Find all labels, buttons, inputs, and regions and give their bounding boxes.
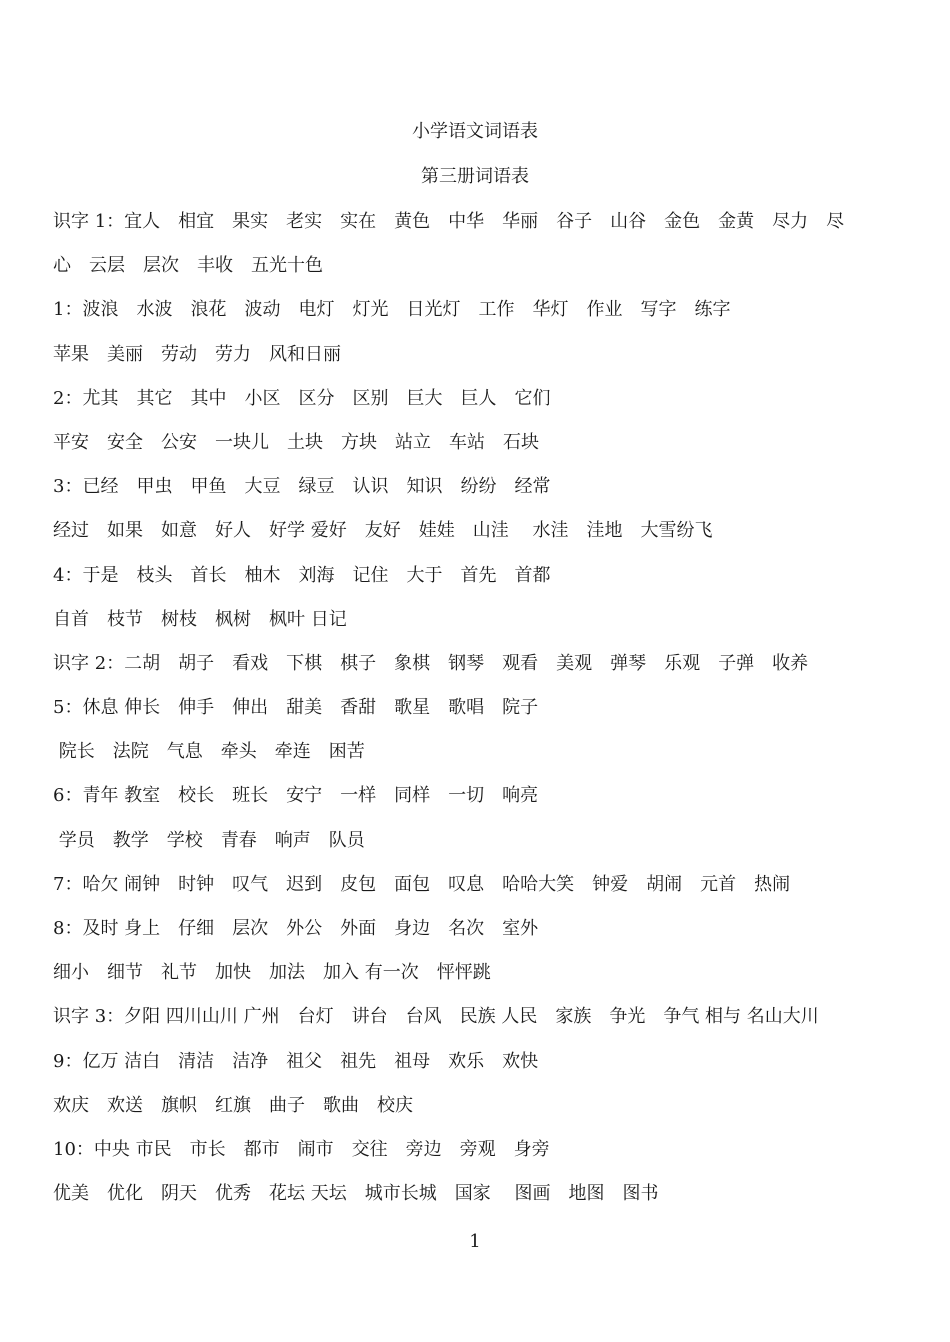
vocabulary-line: 识字 3：夕阳 四川山川 广州 台灯 讲台 台风 民族 人民 家族 争光 争气 相与 名山大川 (53, 1006, 819, 1028)
vocabulary-line: 识字 2：二胡 胡子 看戏 下棋 棋子 象棋 钢琴 观看 美观 弹琴 乐观 子弹 收养 (53, 652, 809, 674)
vocabulary-line: 细小 细节 礼节 加快 加法 加入 有一次 怦怦跳 (53, 962, 491, 984)
vocabulary-line: 苹果 美丽 劳动 劳力 风和日丽 (53, 343, 341, 365)
vocabulary-line: 4：于是 枝头 首长 柚木 刘海 记住 大于 首先 首都 (53, 564, 551, 586)
vocabulary-line: 心 云层 层次 丰收 五光十色 (53, 255, 323, 277)
vocabulary-line: 优美 优化 阴天 优秀 花坛 天坛 城市长城 国家 图画 地图 图书 (53, 1183, 659, 1205)
vocabulary-line: 3：已经 甲虫 甲鱼 大豆 绿豆 认识 知识 纷纷 经常 (53, 476, 551, 498)
vocabulary-line: 8：及时 身上 仔细 层次 外公 外面 身边 名次 室外 (53, 918, 539, 939)
vocabulary-line: 欢庆 欢送 旗帜 红旗 曲子 歌曲 校庆 (53, 1094, 413, 1116)
document-title: 小学语文词语表 (412, 121, 538, 142)
vocabulary-line: 2：尤其 其它 其中 小区 区分 区别 巨大 巨人 它们 (53, 387, 551, 409)
vocabulary-line: 1：波浪 水波 浪花 波动 电灯 灯光 日光灯 工作 华灯 作业 写字 练字 (53, 299, 731, 321)
vocabulary-line: 6：青年 教室 校长 班长 安宁 一样 同样 一切 响亮 (53, 785, 539, 807)
vocabulary-line: 9：亿万 洁白 清洁 洁净 祖父 祖先 祖母 欢乐 欢快 (53, 1050, 539, 1072)
vocabulary-line: 学员 教学 学校 青春 响声 队员 (53, 829, 365, 851)
document-subtitle: 第三册词语表 (421, 166, 529, 187)
vocabulary-line: 7：哈欠 闹钟 时钟 叹气 迟到 皮包 面包 叹息 哈哈大笑 钟爱 胡闹 元首 热闹 (53, 873, 791, 895)
vocabulary-line: 平安 安全 公安 一块儿 土块 方块 站立 车站 石块 (53, 431, 539, 453)
vocabulary-line: 10：中央 市民 市长 都市 闹市 交往 旁边 旁观 身旁 (53, 1138, 550, 1160)
vocabulary-line: 自首 枝节 树枝 枫树 枫叶 日记 (53, 608, 347, 630)
vocabulary-list (53, 208, 923, 1224)
page-number: 1 (469, 1231, 481, 1252)
vocabulary-line: 5：休息 伸长 伸手 伸出 甜美 香甜 歌星 歌唱 院子 (53, 697, 539, 719)
vocabulary-line: 经过 如果 如意 好人 好学 爱好 友好 娃娃 山洼 水洼 洼地 大雪纷飞 (53, 520, 713, 542)
vocabulary-line: 院长 法院 气息 牵头 牵连 困苦 (53, 741, 365, 763)
vocabulary-line: 识字 1：宜人 相宜 果实 老实 实在 黄色 中华 华丽 谷子 山谷 金色 金黄 尽力 尽 (53, 211, 845, 232)
